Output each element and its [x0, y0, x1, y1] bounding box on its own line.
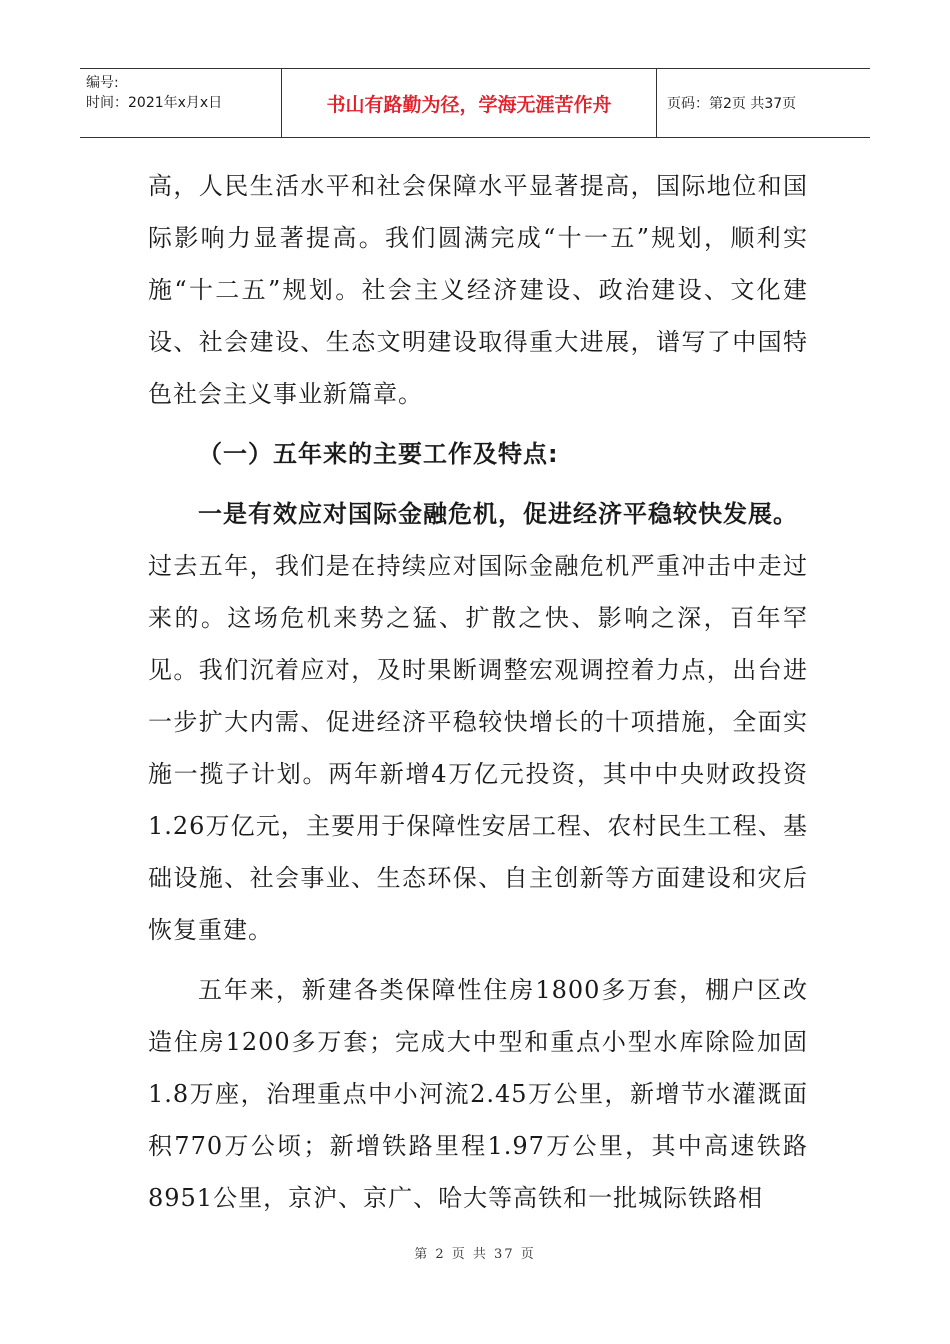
number-label: 编号: [86, 75, 119, 91]
section-heading: （一）五年来的主要工作及特点: [198, 440, 559, 468]
time-label: 时间：2021年x月x日 [86, 95, 223, 111]
document-body [148, 160, 808, 1224]
page-info: 页码：第2页 共37页 [667, 96, 797, 112]
paragraph-five-years: 五年来，新建各类保障性住房1800多万套，棚户区改造住房1200多万套；完成大中型和重点小型水库除险加固1.8万座，治理重点中小河流2.45万公里，新增节水灌溉面积770万公顷；新增铁路里程1.97万公里，其中高速铁路8951公里，京沪、京广、哈大等高铁和一批城际铁路相 [148, 976, 808, 1212]
paragraph-financial-crisis: 过去五年，我们是在持续应对国际金融危机严重冲击中走过来的。这场危机来势之猛、扩散之快、影响之深，百年罕见。我们沉着应对，及时果断调整宏观调控着力点，出台进一步扩大内需、促进经济平稳较快增长的十项措施，全面实施一揽子计划。两年新增4万亿元投资，其中中央财政投资1.26万亿元，主要用于保障性安居工程、农村民生工程、基础设施、社会事业、生态环保、自主创新等方面建设和灾后恢复重建。 [148, 552, 808, 944]
motto-text: 书山有路勤为径，学海无涯苦作舟 [282, 69, 657, 137]
page-footer: 第 2 页 共 37 页 [414, 1247, 536, 1262]
subsection-heading: 一是有效应对国际金融危机，促进经济平稳较快发展。 [198, 500, 798, 528]
paragraph-continued: 高，人民生活水平和社会保障水平显著提高，国际地位和国际影响力显著提高。我们圆满完成“十一五”规划，顺利实施“十二五”规划。社会主义经济建设、政治建设、文化建设、社会建设、生态文明建设取得重大进展，谱写了中国特色社会主义事业新篇章。 [148, 172, 808, 408]
page-header [80, 68, 870, 138]
header-left-cell [80, 69, 282, 137]
